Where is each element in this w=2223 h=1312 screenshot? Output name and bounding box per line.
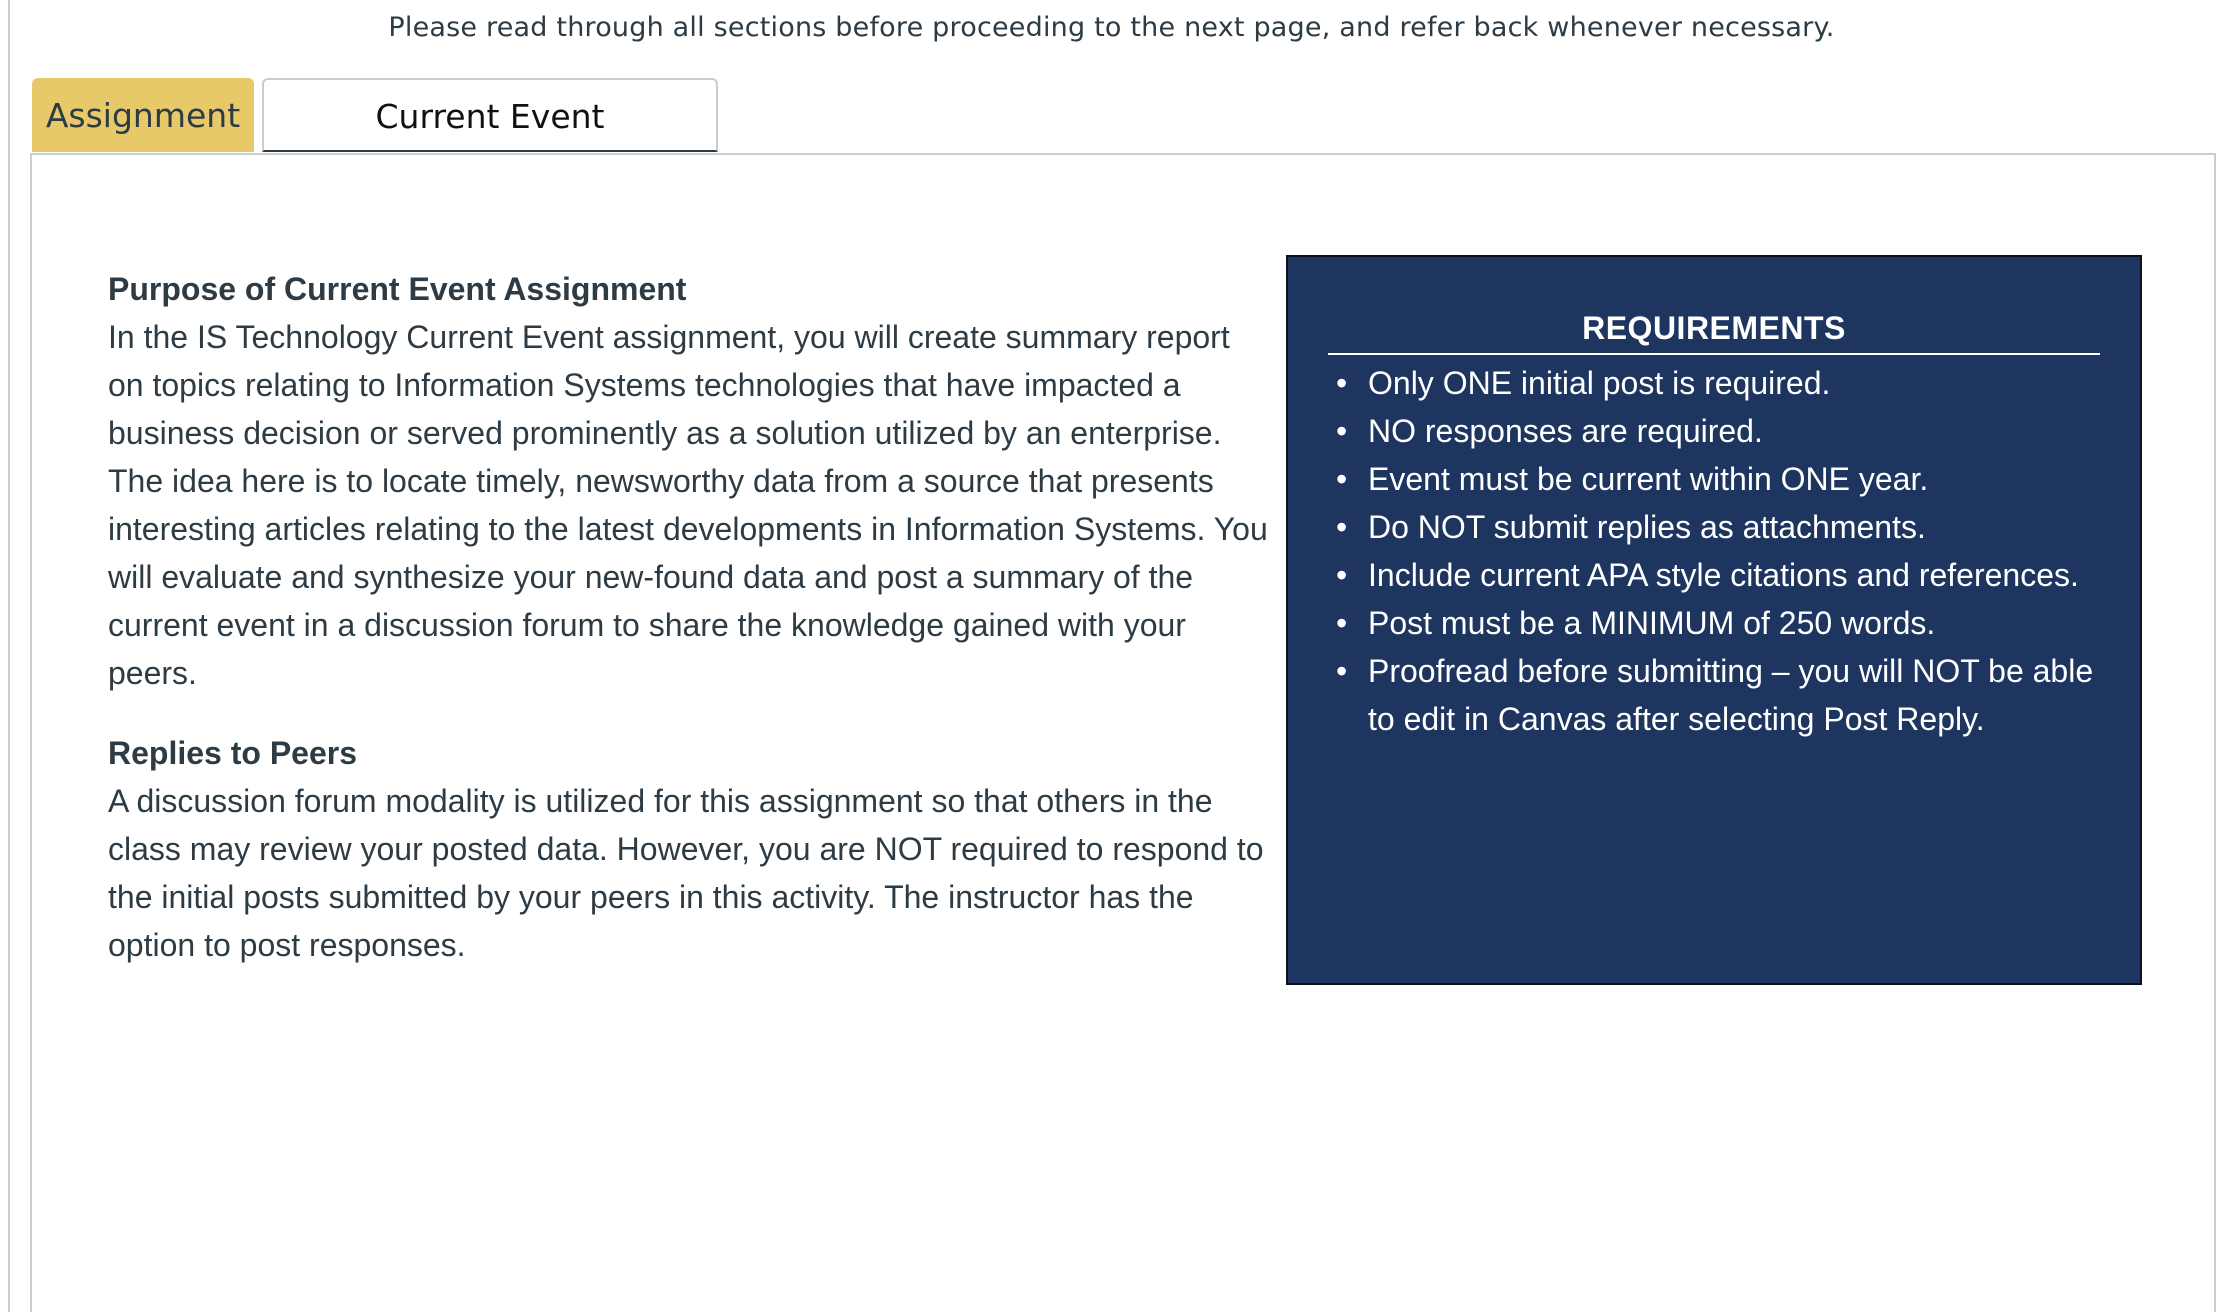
tab-assignment[interactable]: Assignment bbox=[32, 78, 254, 152]
tab-panel bbox=[30, 153, 2216, 1312]
requirement-text: Include current APA style citations and references. bbox=[1368, 557, 2079, 593]
replies-body: A discussion forum modality is utilized for this assignment so that others in the class may review your posted data. However, you are NOT required to respond to the initial posts submitted by your peers in this activity. The instructor has the option to post responses. bbox=[108, 783, 1264, 963]
requirement-text: Proofread before submitting – you will NOT be able to edit in Canvas after selecting Post Reply. bbox=[1368, 653, 2094, 737]
list-item bbox=[1328, 359, 2100, 407]
list-item bbox=[1328, 647, 2100, 743]
bullet-icon: • bbox=[1336, 557, 1348, 593]
bullet-icon: • bbox=[1336, 605, 1348, 641]
list-item bbox=[1328, 455, 2100, 503]
replies-heading: Replies to Peers bbox=[108, 735, 357, 771]
requirement-text: Event must be current within ONE year. bbox=[1368, 461, 1929, 497]
purpose-heading: Purpose of Current Event Assignment bbox=[108, 271, 687, 307]
tab-current-event-requirements[interactable]: Current Event bbox=[262, 78, 718, 152]
bullet-icon: • bbox=[1336, 365, 1348, 401]
list-item bbox=[1328, 503, 2100, 551]
list-item bbox=[1328, 407, 2100, 455]
purpose-body: In the IS Technology Current Event assignment, you will create summary report on topics relating to Information Systems technologies that have impacted a business decision or served prominently as a solution utilized by an enterprise. The idea here is to locate timely, newsworthy data from a source that presents interesting articles relating to the latest developments in Information Systems. You will evaluate and synthesize your new-found data and post a summary of the current event in a discussion forum to share the knowledge gained with your peers. bbox=[108, 319, 1268, 691]
requirement-text: NO responses are required. bbox=[1368, 413, 1763, 449]
bullet-icon: • bbox=[1336, 509, 1348, 545]
bullet-icon: • bbox=[1336, 461, 1348, 497]
list-item bbox=[1328, 599, 2100, 647]
requirements-box bbox=[1286, 255, 2142, 985]
requirements-list bbox=[1328, 359, 2100, 743]
requirement-text: Post must be a MINIMUM of 250 words. bbox=[1368, 605, 1936, 641]
requirement-text: Do NOT submit replies as attachments. bbox=[1368, 509, 1926, 545]
left-divider bbox=[8, 0, 10, 1312]
list-item bbox=[1328, 551, 2100, 599]
bullet-icon: • bbox=[1336, 413, 1348, 449]
bullet-icon: • bbox=[1336, 653, 1348, 689]
assignment-content bbox=[108, 265, 1268, 1001]
instruction-notice: Please read through all sections before proceeding to the next page, and refer back whenever necessary. bbox=[388, 12, 1835, 43]
requirement-text: Only ONE initial post is required. bbox=[1368, 365, 1831, 401]
requirements-heading: REQUIREMENTS bbox=[1328, 307, 2100, 355]
